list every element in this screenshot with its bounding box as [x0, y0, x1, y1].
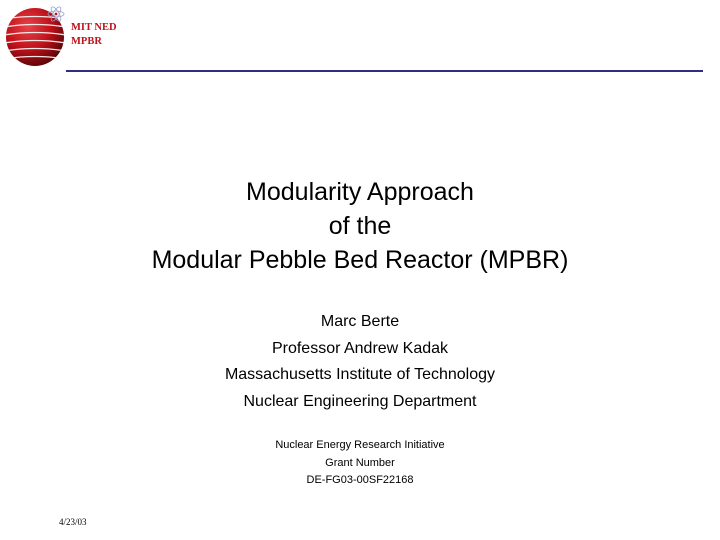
title-line-1: Modularity Approach: [246, 178, 474, 206]
grant-block: [0, 437, 720, 490]
advisor-name: Professor Andrew Kadak: [271, 339, 449, 357]
grant-number-label: Grant Number: [325, 456, 395, 469]
logo-line-mit-ned: MIT NED: [71, 22, 117, 33]
title-line-2: of the: [328, 212, 392, 240]
mpbr-logo-icon: [4, 2, 70, 68]
slide-title: [0, 175, 720, 277]
title-line-3: Modular Pebble Bed Reactor (MPBR): [151, 246, 569, 274]
author-name: Marc Berte: [320, 313, 400, 330]
grant-number: DE-FG03-00SF22168: [306, 474, 414, 486]
department: Nuclear Engineering Department: [243, 392, 477, 410]
author-block: [0, 309, 720, 415]
header-rule: [66, 70, 703, 72]
grant-program: Nuclear Energy Research Initiative: [275, 439, 445, 451]
slide-date: 4/23/03: [59, 517, 87, 527]
logo-line-mpbr: MPBR: [71, 36, 102, 47]
institution: Massachusetts Institute of Technology: [224, 366, 496, 383]
logo-text: [71, 21, 117, 49]
